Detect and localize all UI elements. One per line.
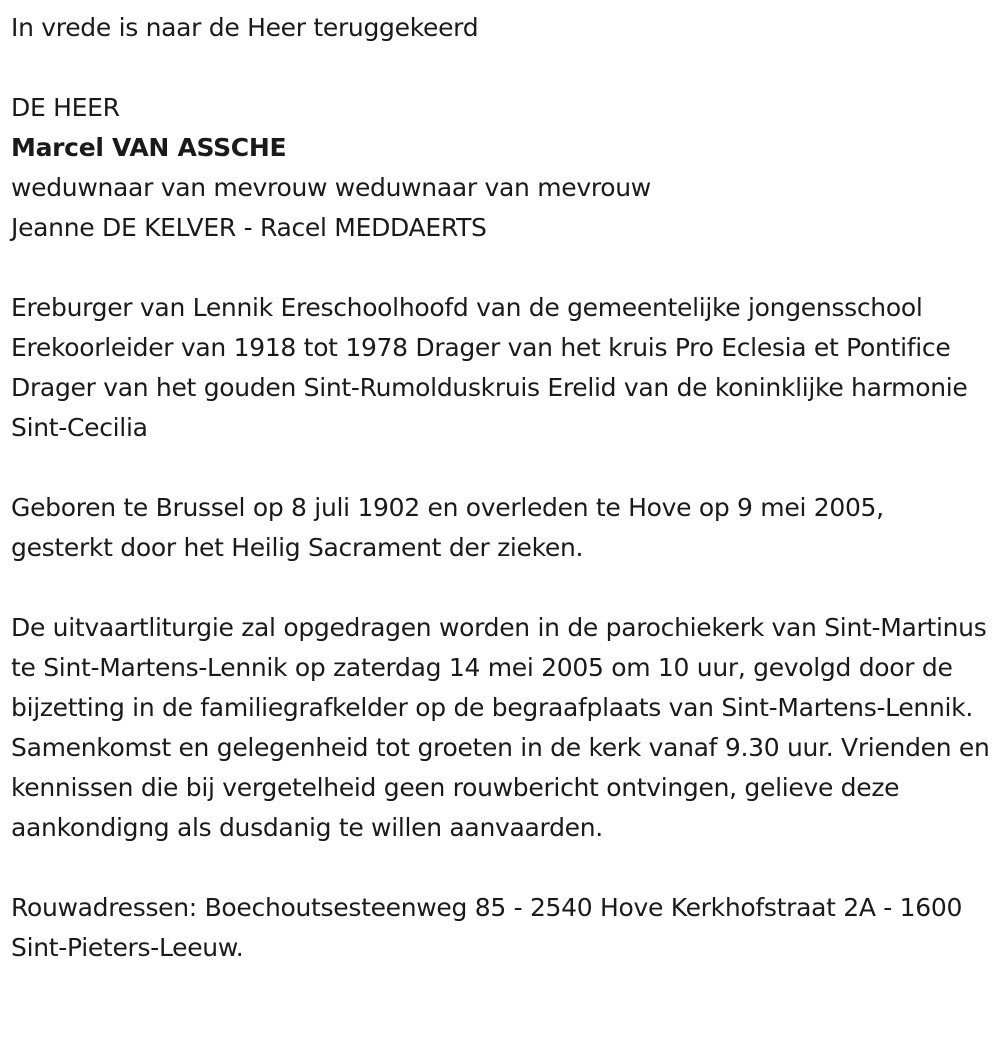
addresses-paragraph: Rouwadressen: Boechoutsesteenweg 85 - 2540 Hove Kerkhofstraat 2A - 1600 Sint-Pieters-Leeuw. — [11, 893, 963, 962]
honorific-title: DE HEER — [11, 93, 120, 122]
intro-line: In vrede is naar de Heer teruggekeerd — [11, 13, 479, 42]
spacer — [11, 48, 980, 88]
funeral-paragraph: De uitvaartliturgie zal opgedragen worden in de parochiekerk van Sint-Martinus te Sint-Martens-Lennik op zaterdag 14 mei 2005 om 10 uur, gevolgd door de bijzetting in de familiegrafkelder op de begraafplaats van Sint-Martens-Lennik. Samenkomst en gelegenheid tot groeten in de kerk vanaf 9.30 uur. Vrienden en kennissen die bij vergetelheid geen rouwbericht ontvingen, gelieve deze aankondigng als dusdanig te willen aanvaarden. — [11, 613, 990, 842]
birth-death-paragraph: Geboren te Brussel op 8 juli 1902 en overleden te Hove op 9 mei 2005, gesterkt door het Heilig Sacrament der zieken. — [11, 493, 884, 562]
honors-paragraph: Ereburger van Lennik Ereschoolhoofd van de gemeentelijke jongensschool Erekoorleider van 1918 tot 1978 Drager van het kruis Pro Eclesia et Pontifice Drager van het gouden Sint-Rumolduskruis Erelid van de koninklijke harmonie Sint-Cecilia — [11, 293, 968, 442]
widower-line: weduwnaar van mevrouw weduwnaar van mevrouw — [11, 173, 651, 202]
deceased-name: Marcel VAN ASSCHE — [11, 133, 287, 162]
spouses-line: Jeanne DE KELVER - Racel MEDDAERTS — [11, 213, 487, 242]
